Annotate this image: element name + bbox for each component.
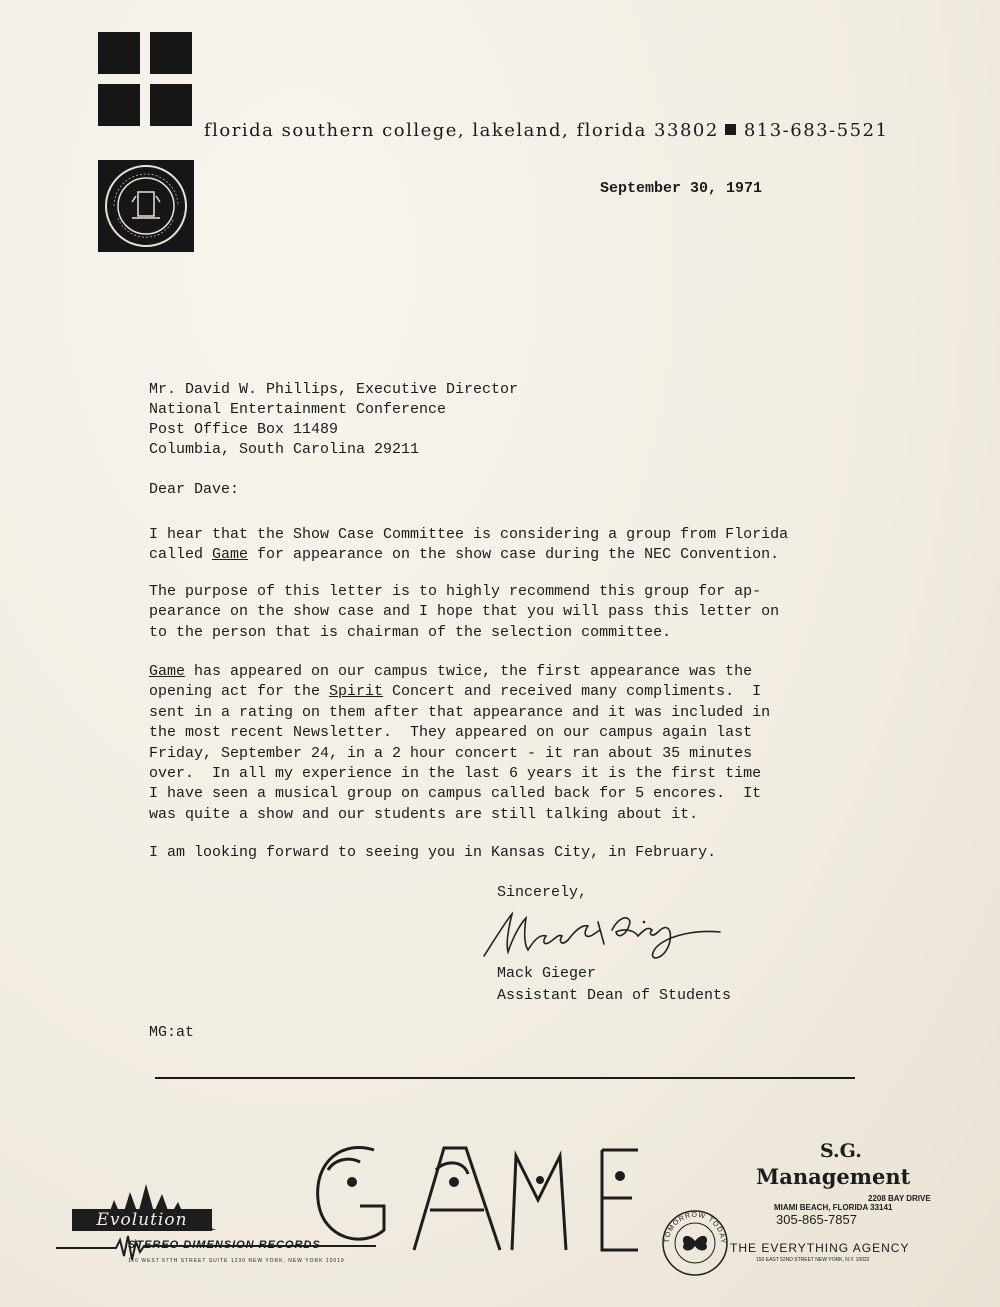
records-name: STEREO DIMENSION RECORDS [128, 1239, 321, 1251]
recipient-line: Mr. David W. Phillips, Executive Director [149, 381, 519, 398]
signer-title: Assistant Dean of Students [497, 987, 732, 1004]
letter-date: September 30, 1971 [600, 180, 763, 197]
sg-address-street: 2208 BAY DRIVE [868, 1194, 931, 1203]
paragraph-4: I am looking forward to seeing you in Kansas City, in February. [149, 844, 717, 861]
game-band-logo [304, 1130, 644, 1260]
paragraph-2 [149, 582, 869, 643]
tomorrow-today-text: TOMORROW TODAY [663, 1211, 727, 1245]
body-line: I have seen a musical group on campus called back for 5 encores. It [149, 785, 762, 803]
sg-management-logo: S.G. [820, 1140, 862, 1162]
records-address: 110 WEST 57TH STREET SUITE 1230 NEW YORK, NEW YORK 10019 [128, 1258, 345, 1264]
body-line: sent in a rating on them after that appearance and it was included in [149, 703, 771, 721]
body-line: has appeared on our campus twice, the first appearance was the [185, 663, 753, 680]
concert-name: Spirit [329, 683, 384, 701]
recipient-line: Columbia, South Carolina 29211 [149, 441, 420, 458]
body-line: the most recent Newsletter. They appeared on our campus again last [149, 724, 753, 742]
divider-line [155, 1077, 855, 1079]
letterhead [204, 120, 889, 141]
recipient-address [149, 380, 518, 460]
sg-phone: 305-865-7857 [776, 1212, 857, 1227]
body-line: Friday, September 24, in a 2 hour concert - it ran about 35 minutes [149, 744, 753, 762]
logo-square [150, 32, 192, 74]
closing: Sincerely, [497, 884, 588, 901]
letterhead-address: florida southern college, lakeland, florida 33802 [204, 120, 719, 141]
logo-square [98, 32, 140, 74]
square-bullet-icon [725, 124, 736, 135]
body-line: opening act for the [149, 683, 330, 701]
recipient-line: National Entertainment Conference [149, 401, 447, 418]
reference-initials: MG:at [149, 1024, 195, 1041]
seal-icon [102, 162, 190, 250]
body-line: to the person that is chairman of the selection committee. [149, 623, 672, 641]
salutation: Dear Dave: [149, 481, 240, 498]
sg-address-city: MIAMI BEACH, FLORIDA 33141 [774, 1203, 893, 1212]
signer-block [497, 963, 731, 1007]
evolution-wordmark: Evolution [72, 1209, 212, 1231]
body-line: over. In all my experience in the last 6 years it is the first time [149, 765, 762, 783]
sg-management-name: Management [756, 1164, 911, 1189]
band-name: Game [212, 546, 249, 564]
logo-square [98, 84, 140, 126]
tomorrow-today-logo [660, 1208, 730, 1278]
college-seal [98, 160, 194, 252]
agency-name: THE EVERYTHING AGENCY [730, 1241, 910, 1255]
body-line: called [149, 546, 213, 564]
band-name: Game [149, 663, 186, 680]
body-line: for appearance on the show case during the NEC Convention. [248, 546, 780, 564]
agency-address: 150 EAST 52ND STREET NEW YORK, N.Y. 10022 [756, 1257, 870, 1263]
svg-text:TOMORROW TODAY [664, 1212, 726, 1244]
college-logo [98, 32, 194, 222]
body-line: was quite a show and our students are still talking about it. [149, 805, 699, 823]
body-line: pearance on the show case and I hope that you will pass this letter on [149, 603, 780, 621]
signer-name: Mack Gieger [497, 965, 597, 982]
recipient-line: Post Office Box 11489 [149, 421, 339, 438]
body-line: The purpose of this letter is to highly recommend this group for ap- [149, 583, 762, 600]
body-line: I hear that the Show Case Committee is considering a group from Florida [149, 526, 789, 543]
paragraph-1 [149, 525, 869, 566]
logo-square [150, 84, 192, 126]
body-line: Concert and received many compliments. I [383, 683, 762, 701]
letterhead-phone: 813-683-5521 [743, 120, 889, 141]
handwritten-signature [478, 904, 728, 968]
paragraph-3 [149, 662, 869, 825]
